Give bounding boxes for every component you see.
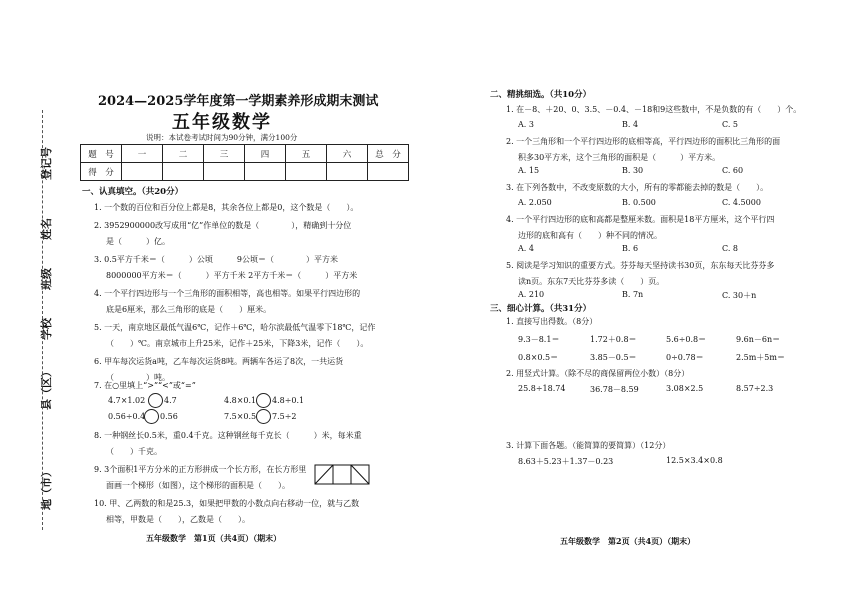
question-text: 1. 在－8、＋20、0、3.5、－0.4、－18和9这些数中，不是负数的有（ ）个。: [506, 105, 802, 114]
question-text: 4. 一个平行四边形的底和高都是整厘米数。面积是18平方厘米，这个平行四: [506, 215, 775, 224]
side-label-county: 县（区）: [40, 366, 53, 410]
option-b[interactable]: B. 7n: [622, 290, 644, 299]
calc-item: 8.63＋5.23＋1.37－0.23: [518, 457, 614, 466]
part2-heading: 二、精挑细选。（共10分）: [490, 90, 592, 100]
calc-item: 36.78－8.59: [590, 385, 639, 394]
sub-heading: 3. 计算下面各题。（能简算的要简算）（12分）: [506, 441, 671, 450]
option-b[interactable]: B. 4: [622, 120, 639, 129]
trapezoid-figure: [314, 464, 370, 486]
calc-item: 9.3－8.1＝: [518, 335, 560, 344]
question-text: （ ）千克。: [106, 447, 162, 456]
score-input[interactable]: [204, 163, 245, 181]
compare-right: 4.7: [164, 396, 177, 405]
calc-item: 9.6n－6n＝: [736, 335, 781, 344]
question-text: 底是6厘米，那么三角形的底是（ ）厘米。: [106, 305, 272, 314]
page-footer-right: 五年级数学 第2页（共4页）（期末）: [560, 536, 696, 546]
score-input[interactable]: [163, 163, 204, 181]
question-text: 读n页。东东7天比芬芬多读（ ）页。: [518, 277, 665, 286]
calc-item: 3.08×2.5: [666, 384, 704, 393]
compare-circle[interactable]: [256, 393, 271, 408]
side-label-class: 班级: [40, 268, 53, 290]
score-input[interactable]: [327, 163, 368, 181]
side-label-school: 学校: [40, 318, 53, 340]
compare-left: 7.5×0.5: [224, 412, 257, 421]
seal-line: [42, 110, 43, 530]
score-cell: 六: [327, 145, 368, 163]
score-cell: 一: [122, 145, 163, 163]
compare-left: 4.7×1.02: [108, 396, 146, 405]
question-text: 3. 在下列各数中，不改变原数的大小，所有的零都能去掉的数是（ ）。: [506, 183, 769, 192]
option-c[interactable]: C. 5: [722, 120, 739, 129]
score-cell: 五: [286, 145, 327, 163]
option-a[interactable]: A. 4: [518, 244, 534, 253]
question-text: 9. 3个面积1平方分米的正方形拼成一个长方形，在长方形里: [94, 465, 307, 474]
compare-left: 0.56÷0.4: [108, 412, 146, 421]
question-text: 7. 在○里填上“>”“<”或“=”: [94, 381, 196, 390]
question-text: （ ）吨。: [106, 373, 170, 382]
score-value-row: [81, 163, 409, 181]
question-text: 积多30平方米，这个三角形的面积是（ ）平方米。: [518, 153, 721, 162]
sub-heading: 1. 直接写出得数。（8分）: [506, 317, 598, 326]
score-input[interactable]: [122, 163, 163, 181]
calc-item: 0÷0.78＝: [666, 353, 704, 362]
compare-circle[interactable]: [256, 409, 271, 424]
side-label-name: 姓名: [40, 218, 53, 240]
part3-heading: 三、细心计算。（共31分）: [490, 304, 592, 314]
question-text: 8000000平方米＝（ ）平方千米 2平方千米＝（ ）平方米: [106, 271, 358, 280]
score-cell: 题 号: [81, 145, 122, 163]
question-text: 是（ ）亿。: [106, 237, 170, 246]
option-c[interactable]: C. 30＋n: [722, 291, 757, 300]
score-input[interactable]: [368, 163, 409, 181]
question-text: 4. 一个平行四边形与一个三角形的面积相等，高也相等。如果平行四边形的: [94, 289, 361, 298]
calc-item: 5.6÷0.8＝: [666, 335, 707, 344]
question-text: 2. 一个三角形和一个平行四边形的底相等高，平行四边形的面积比三角形的面: [506, 137, 781, 146]
compare-circle[interactable]: [148, 393, 163, 408]
question-text: 2. 3952900000改写成用“亿”作单位的数是（ ），精确到十分位: [94, 221, 352, 230]
score-header-row: [81, 145, 409, 163]
calc-item: 8.57÷2.3: [736, 384, 774, 393]
score-cell: 得 分: [81, 163, 122, 181]
question-text: 6. 甲车每次运货a吨，乙车每次运货8吨。两辆车各运了8次，一共运货: [94, 357, 344, 366]
compare-circle[interactable]: [144, 409, 159, 424]
calc-item: 12.5×3.4×0.8: [666, 456, 723, 465]
calc-item: 1.72＋0.8＝: [590, 335, 637, 344]
option-b[interactable]: B. 6: [622, 244, 639, 253]
question-text: 10. 甲、乙两数的和是25.3，如果把甲数的小数点向右移动一位，就与乙数: [94, 499, 360, 508]
question-text: 5. 阅读是学习知识的重要方式。芬芬每天坚持读书30页，东东每天比芬芬多: [506, 261, 775, 270]
page-footer-left: 五年级数学 第1页（共4页）（期末）: [146, 533, 282, 543]
compare-right: 4.8÷0.1: [272, 396, 305, 405]
option-a[interactable]: A. 3: [518, 120, 534, 129]
compare-right: 0.56: [160, 412, 178, 421]
score-table: [80, 144, 409, 181]
option-c[interactable]: C. 8: [722, 244, 739, 253]
side-label-register: 登记号: [40, 147, 53, 180]
question-text: 相等，甲数是（ ），乙数是（ ）。: [106, 515, 250, 524]
question-text: 8. 一种钢丝长0.5米，重0.4千克。这种钢丝每千克长（ ）米，每米重: [94, 431, 362, 440]
option-c[interactable]: C. 4.5000: [722, 198, 761, 207]
question-text: 1. 一个数的百位和百分位上都是8，其余各位上都是0，这个数是（ ）。: [94, 203, 359, 212]
option-c[interactable]: C. 60: [722, 166, 744, 175]
question-text: 3. 0.5平方千米＝（ ）公顷 9公顷＝（ ）平方米: [94, 255, 338, 264]
score-cell: 总 分: [368, 145, 409, 163]
compare-left: 4.8×0.1: [224, 396, 257, 405]
calc-item: 25.8÷18.74: [518, 384, 566, 393]
exam-title: 2024—2025学年度第一学期素养形成期末测试: [98, 94, 379, 109]
part1-heading: 一、认真填空。（共20分）: [82, 187, 184, 197]
option-b[interactable]: B. 0.500: [622, 198, 656, 207]
calc-item: 2.5m＋5m＝: [736, 353, 785, 362]
score-input[interactable]: [245, 163, 286, 181]
binding-margin: [8, 90, 58, 530]
question-text: （ ）℃。南京城市上升25米，记作＋25米，下降3米，记作（ ）。: [106, 339, 369, 348]
option-a[interactable]: A. 210: [518, 290, 545, 299]
option-b[interactable]: B. 30: [622, 166, 644, 175]
compare-right: 7.5÷2: [272, 412, 297, 421]
score-cell: 二: [163, 145, 204, 163]
option-a[interactable]: A. 15: [518, 166, 540, 175]
question-text: 面画一个梯形（如图），这个梯形的面积是（ ）。: [106, 481, 290, 490]
score-cell: 四: [245, 145, 286, 163]
question-text: 5. 一天，南京地区最低气温6℃，记作＋6℃，哈尔滨最低气温零下18℃，记作: [94, 323, 376, 332]
side-label-city: 地（市）: [40, 466, 53, 510]
score-input[interactable]: [286, 163, 327, 181]
option-a[interactable]: A. 2.050: [518, 198, 552, 207]
score-cell: 三: [204, 145, 245, 163]
sub-heading: 2. 用竖式计算。（除不尽的商保留两位小数）（8分）: [506, 369, 690, 378]
question-text: 边形的底和高有（ ）种不同的情况。: [518, 231, 662, 240]
calc-item: 3.85－0.5＝: [590, 353, 637, 362]
subject-title: 五年级数学: [172, 112, 272, 133]
calc-item: 0.8×0.5＝: [518, 353, 559, 362]
exam-note: 说明：本试卷考试时间为90分钟，满分100分: [146, 133, 298, 142]
